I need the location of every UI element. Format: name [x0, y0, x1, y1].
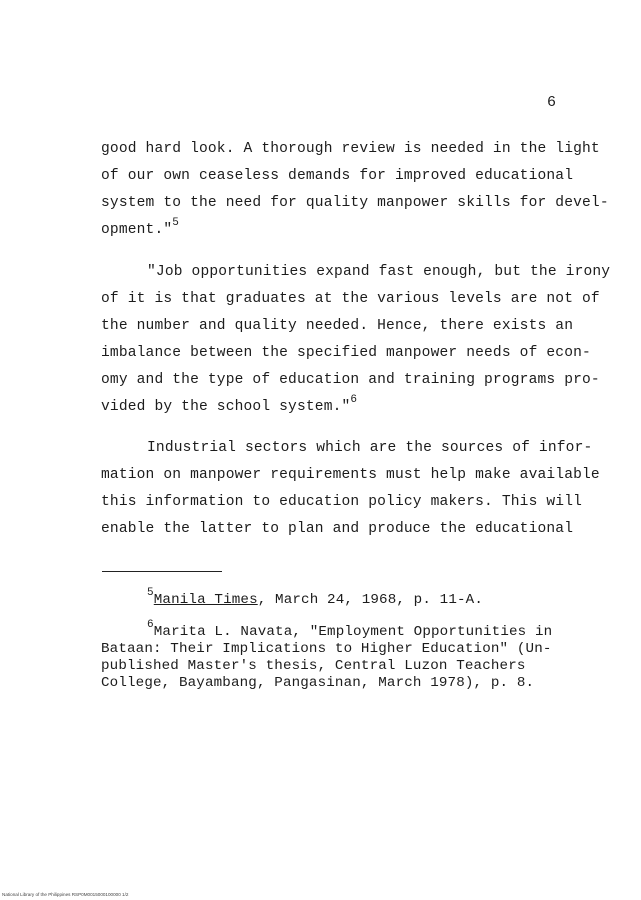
footnote-citation: , March 24, 1968, p. 11-A. — [257, 592, 483, 608]
text-line-content: vided by the school system." — [101, 399, 351, 415]
footnote-separator — [102, 571, 222, 572]
footnote-number: 5 — [147, 587, 154, 600]
footnote-ref-6: 6 — [350, 394, 358, 407]
text-line: the number and quality needed. Hence, there exists an — [101, 318, 574, 334]
archive-margin-note: National Library of the Philippines RSP0M0015000100000 1/2 — [2, 892, 129, 897]
text-line — [101, 394, 358, 415]
footnote-5 — [147, 587, 483, 608]
text-line: Industrial sectors which are the sources of infor- — [147, 440, 593, 456]
text-line — [101, 217, 180, 238]
text-line: enable the latter to plan and produce the educational — [101, 521, 574, 537]
footnote-6-line: Bataan: Their Implications to Higher Education" (Un- — [101, 641, 552, 657]
footnote-number: 6 — [147, 619, 154, 632]
text-line-content: opment." — [101, 222, 173, 238]
text-line: system to the need for quality manpower skills for devel- — [101, 195, 609, 211]
page-number: 6 — [547, 94, 557, 111]
text-line: imbalance between the specified manpower needs of econ- — [101, 345, 591, 361]
footnote-ref-5: 5 — [172, 217, 180, 230]
text-line: omy and the type of education and training programs pro- — [101, 372, 600, 388]
text-line: of it is that graduates at the various levels are not of — [101, 291, 600, 307]
text-line: mation on manpower requirements must help make available — [101, 467, 600, 483]
footnote-6-line: published Master's thesis, Central Luzon Teachers — [101, 658, 526, 674]
text-line: of our own ceaseless demands for improved educational — [101, 168, 574, 184]
footnote-6-line — [147, 619, 553, 640]
footnote-source-title: Manila Times — [153, 592, 258, 608]
footnote-text: Marita L. Navata, "Employment Opportunities in — [153, 624, 553, 640]
text-line: this information to education policy makers. This will — [101, 494, 583, 510]
footnote-6-line: College, Bayambang, Pangasinan, March 1978), p. 8. — [101, 675, 535, 691]
text-line: "Job opportunities expand fast enough, but the irony — [147, 264, 611, 280]
text-line: good hard look. A thorough review is needed in the light — [101, 141, 600, 157]
